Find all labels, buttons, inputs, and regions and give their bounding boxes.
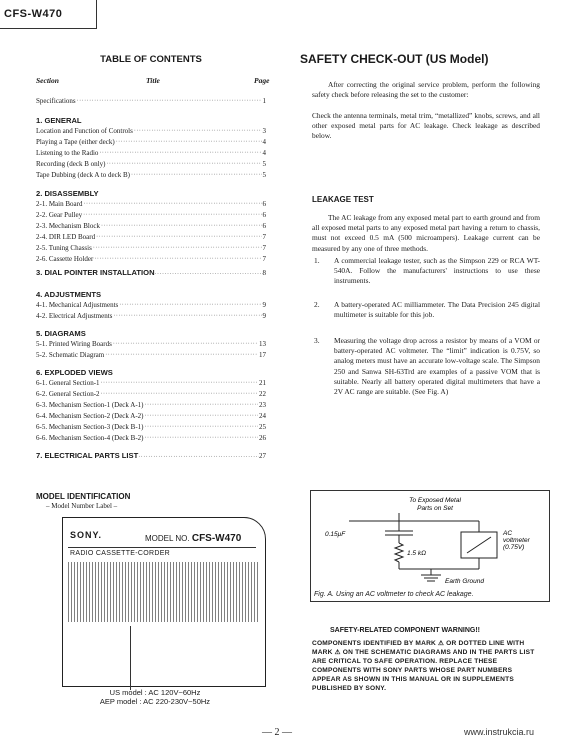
label-divider xyxy=(68,547,256,548)
toc-row[interactable]: Listening to the Radio ····· 4 xyxy=(36,148,266,158)
model-tab xyxy=(0,0,97,29)
toc-section-general[interactable]: 1. GENERAL xyxy=(36,116,82,125)
toc-section-exploded-views[interactable]: 6. EXPLODED VIEWS xyxy=(36,368,113,377)
toc-row[interactable]: 6-6. Mechanism Section-4 (Deck B-2) ····· 26 xyxy=(36,433,266,443)
toc-row[interactable]: 5-2. Schematic Diagram ····· 17 xyxy=(36,350,266,360)
safety-title: SAFETY CHECK-OUT (US Model) xyxy=(300,52,489,66)
method-text: A commercial leakage tester, such as the Simpson 229 or RCA WT-540A. Follow the manufacturers' instructions to use these instruments. xyxy=(334,256,540,286)
label-model-number: MODEL NO. CFS-W470 xyxy=(145,533,242,544)
fig-label-meter-2: voltmeter xyxy=(503,537,530,544)
toc-row[interactable]: 2-2. Gear Pulley ····· 6 xyxy=(36,210,266,220)
toc-row[interactable]: 6-1. General Section-1 ····· 21 xyxy=(36,378,266,388)
fig-label-exposed-metal: To Exposed Metal xyxy=(409,497,461,504)
toc-row[interactable]: 6-4. Mechanism Section-2 (Deck A-2) ····· 24 xyxy=(36,411,266,421)
label-leader-line xyxy=(130,626,131,690)
toc-row[interactable]: 5-1. Printed Wiring Boards ····· 13 xyxy=(36,339,266,349)
aep-model-rating: AEP model : AC 220-230V~50Hz xyxy=(99,697,211,706)
page-number: — 2 — xyxy=(262,727,292,738)
fig-label-capacitor: 0.15μF xyxy=(325,531,346,538)
toc-row[interactable]: 2-6. Cassette Holder ····· 7 xyxy=(36,254,266,264)
toc-col-title: Title xyxy=(146,76,160,85)
leakage-test-title: LEAKAGE TEST xyxy=(312,195,374,204)
fig-label-earth-ground: Earth Ground xyxy=(445,578,485,585)
toc-row[interactable]: Tape Dubbing (deck A to deck B) ····· 5 xyxy=(36,170,266,180)
toc-section-dial-pointer[interactable]: 3. DIAL POINTER INSTALLATION ····· 8 xyxy=(36,268,266,277)
label-product-type: RADIO CASSETTE-CORDER xyxy=(70,550,171,557)
toc-entry-title: Specifications xyxy=(36,97,76,105)
toc-row-specifications[interactable] xyxy=(36,96,266,106)
watermark: www.instrukcia.ru xyxy=(464,727,535,737)
warning-title: SAFETY-RELATED COMPONENT WARNING!! xyxy=(330,627,480,634)
toc-row[interactable]: 4-2. Electrical Adjustments ····· 9 xyxy=(36,311,266,321)
method-text: A battery-operated AC milliammeter. The Data Precision 245 digital multimeter is suitable for this job. xyxy=(334,300,540,320)
method-number: 3. xyxy=(314,336,320,345)
model-tab-label: CFS-W470 xyxy=(4,8,63,20)
toc-row[interactable]: Playing a Tape (either deck) ····· 4 xyxy=(36,137,266,147)
toc-row[interactable]: 6-5. Mechanism Section-3 (Deck B-1) ····· 25 xyxy=(36,422,266,432)
figure-a xyxy=(310,490,550,602)
toc-col-section: Section xyxy=(36,76,59,85)
us-model-rating: US model : AC 120V~60Hz xyxy=(109,688,201,697)
model-id-subtitle: – Model Number Label – xyxy=(46,502,118,510)
safety-intro-2: Check the antenna terminals, metal trim, “metallized” knobs, screws, and all other exposed metal parts for AC leakage. Check leakage as described below. xyxy=(312,111,540,141)
fig-label-meter-1: AC xyxy=(503,530,513,537)
label-barcode-area xyxy=(68,562,258,622)
safety-intro: After correcting the original service problem, perform the following safety check before releasing the set to the customer: xyxy=(312,80,540,100)
method-text: Measuring the voltage drop across a resistor by means of a VOM or battery-operated AC voltmeter. The “limit” indication is 0.75V, so analog meters must have an accurate low-voltage scale. The Simpson 250 and Sanwa SH-63Trd are examples of a passive VOM that is suitable. Nearly all battery operated digital multimeters that have a 2V AC range are suitable. (See Fig. A) xyxy=(334,336,540,397)
toc-title: TABLE OF CONTENTS xyxy=(100,54,202,65)
model-id-title: MODEL IDENTIFICATION xyxy=(36,492,131,501)
fig-label-meter-3: (0.75V) xyxy=(503,544,525,551)
sony-logo: SONY. xyxy=(70,530,103,540)
toc-row[interactable]: 4-1. Mechanical Adjustments ····· 9 xyxy=(36,300,266,310)
leakage-body: The AC leakage from any exposed metal part to earth ground and from all exposed metal parts to any exposed metal part having a return to chassis, must not exceed 0.5 mA (500 microampers). Leakage current can be measured by any one of three methods. xyxy=(312,213,540,253)
leakage-circuit-diagram xyxy=(311,491,549,601)
toc-col-page: Page xyxy=(254,76,270,85)
toc-row[interactable]: Location and Function of Controls ····· 3 xyxy=(36,126,266,136)
toc-row[interactable]: 6-3. Mechanism Section-1 (Deck A-1) ····· 23 xyxy=(36,400,266,410)
toc-row[interactable]: 2-3. Mechanism Block ····· 6 xyxy=(36,221,266,231)
toc-row[interactable]: Recording (deck B only) ····· 5 xyxy=(36,159,266,169)
warning-body: COMPONENTS IDENTIFIED BY MARK ⚠ OR DOTTED LINE WITH MARK ⚠ ON THE SCHEMATIC DIAGRAMS AND IN THE PARTS LIST ARE CRITICAL TO SAFE OPERATION. REPLACE THESE COMPONENTS WITH SONY PARTS WHOSE PART NUMBERS APPEAR AS SHOWN IN THIS MANUAL OR IN SUPPLEMENTS PUBLISHED BY SONY. xyxy=(312,640,535,692)
toc-section-adjustments[interactable]: 4. ADJUSTMENTS xyxy=(36,290,102,299)
method-number: 1. xyxy=(314,256,320,265)
fig-label-resistor: 1.5 kΩ xyxy=(407,550,427,557)
toc-row[interactable]: 6-2. General Section-2 ····· 22 xyxy=(36,389,266,399)
toc-row[interactable]: 2-1. Main Board ····· 6 xyxy=(36,199,266,209)
toc-row[interactable]: 2-5. Tuning Chassis ····· 7 xyxy=(36,243,266,253)
toc-entry-page: 1 xyxy=(262,97,266,105)
toc-section-diagrams[interactable]: 5. DIAGRAMS xyxy=(36,329,86,338)
toc-section-parts-list[interactable]: 7. ELECTRICAL PARTS LIST ····· 27 xyxy=(36,451,266,460)
method-number: 2. xyxy=(314,300,320,309)
fig-label-parts-on-set: Parts on Set xyxy=(417,505,453,512)
figure-caption: Fig. A. Using an AC voltmeter to check AC leakage. xyxy=(314,591,474,598)
toc-section-disassembly[interactable]: 2. DISASSEMBLY xyxy=(36,189,99,198)
toc-row[interactable]: 2-4. DIR LED Board ····· 7 xyxy=(36,232,266,242)
